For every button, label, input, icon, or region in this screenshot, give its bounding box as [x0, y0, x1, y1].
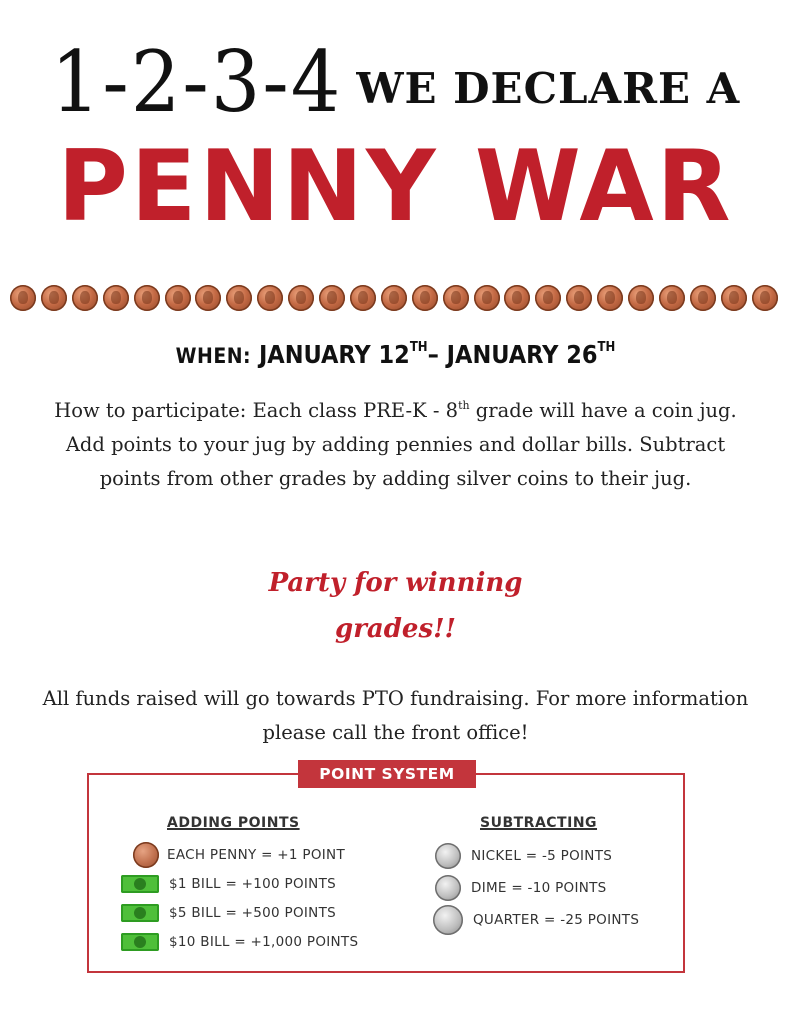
page-title: PENNY WAR — [57, 130, 734, 244]
penny-icon — [257, 285, 283, 311]
penny-icon — [597, 285, 623, 311]
dime-icon — [435, 875, 461, 901]
end-suffix: TH — [597, 340, 616, 355]
penny-icon — [535, 285, 561, 311]
adding-item-label: $1 BILL = +100 POINTS — [169, 876, 336, 892]
headline-text: WE DECLARE A — [356, 64, 741, 113]
penny-icon — [319, 285, 345, 311]
end-month: JANUARY — [446, 340, 559, 369]
adding-item-penny — [133, 842, 345, 868]
quarter-icon — [433, 905, 463, 935]
point-system-label: POINT SYSTEM — [298, 760, 476, 788]
adding-item-10-bill — [121, 929, 358, 955]
date-separator: – — [427, 340, 439, 369]
adding-item-label: EACH PENNY = +1 POINT — [167, 847, 345, 863]
adding-item-label: $5 BILL = +500 POINTS — [169, 905, 336, 921]
howto-sup: th — [458, 399, 470, 412]
subtracting-heading: SUBTRACTING — [480, 815, 598, 831]
subtracting-item-dime — [435, 875, 607, 901]
when-label: WHEN: — [175, 344, 252, 368]
penny-icon — [288, 285, 314, 311]
penny-icon — [628, 285, 654, 311]
penny-icon — [103, 285, 129, 311]
penny-icon — [504, 285, 530, 311]
penny-icon — [721, 285, 747, 311]
penny-icon — [659, 285, 685, 311]
participation-instructions — [40, 394, 751, 496]
penny-divider — [10, 281, 782, 315]
nickel-icon — [435, 843, 461, 869]
penny-icon — [474, 285, 500, 311]
dollar-bill-icon — [121, 904, 159, 922]
adding-item-5-bill — [121, 900, 336, 926]
penny-icon — [165, 285, 191, 311]
penny-icon — [752, 285, 778, 311]
end-day: 26 — [566, 340, 598, 369]
party-announcement — [0, 560, 791, 652]
subtracting-item-quarter — [433, 907, 639, 933]
penny-icon — [72, 285, 98, 311]
dollar-bill-icon — [121, 875, 159, 893]
headline-numbers: 1-2-3-4 — [50, 34, 343, 132]
penny-icon — [350, 285, 376, 311]
point-system-box — [87, 773, 685, 973]
start-day: 12 — [378, 340, 410, 369]
subtracting-item-label: QUARTER = -25 POINTS — [473, 912, 640, 928]
subtracting-item-nickel — [435, 843, 612, 869]
penny-icon — [10, 285, 36, 311]
howto-part2: grade will have a coin jug. Add points to your jug by adding pennies and dollar bills. Subtract points from other grades by adding silver coins to their jug. — [65, 399, 737, 490]
penny-icon — [381, 285, 407, 311]
penny-icon — [566, 285, 592, 311]
adding-item-1-bill — [121, 871, 336, 897]
party-line2: grades!! — [335, 614, 456, 644]
penny-icon — [133, 842, 159, 868]
howto-part1: How to participate: Each class PRE-K - 8 — [54, 399, 459, 422]
penny-icon — [226, 285, 252, 311]
penny-icon — [690, 285, 716, 311]
adding-points-heading: ADDING POINTS — [167, 815, 300, 831]
penny-icon — [443, 285, 469, 311]
party-line1: Party for winning — [268, 568, 523, 598]
penny-icon — [195, 285, 221, 311]
subtracting-item-label: DIME = -10 POINTS — [471, 880, 607, 896]
start-month: JANUARY — [258, 340, 371, 369]
dollar-bill-icon — [121, 933, 159, 951]
adding-item-label: $10 BILL = +1,000 POINTS — [169, 934, 359, 950]
penny-icon — [41, 285, 67, 311]
penny-icon — [134, 285, 160, 311]
subtracting-item-label: NICKEL = -5 POINTS — [471, 848, 613, 864]
penny-icon — [412, 285, 438, 311]
funds-note: All funds raised will go towards PTO fundraising. For more information please call the front office! — [42, 687, 749, 744]
start-suffix: TH — [409, 340, 428, 355]
event-dates — [0, 340, 791, 369]
headline — [0, 34, 791, 132]
